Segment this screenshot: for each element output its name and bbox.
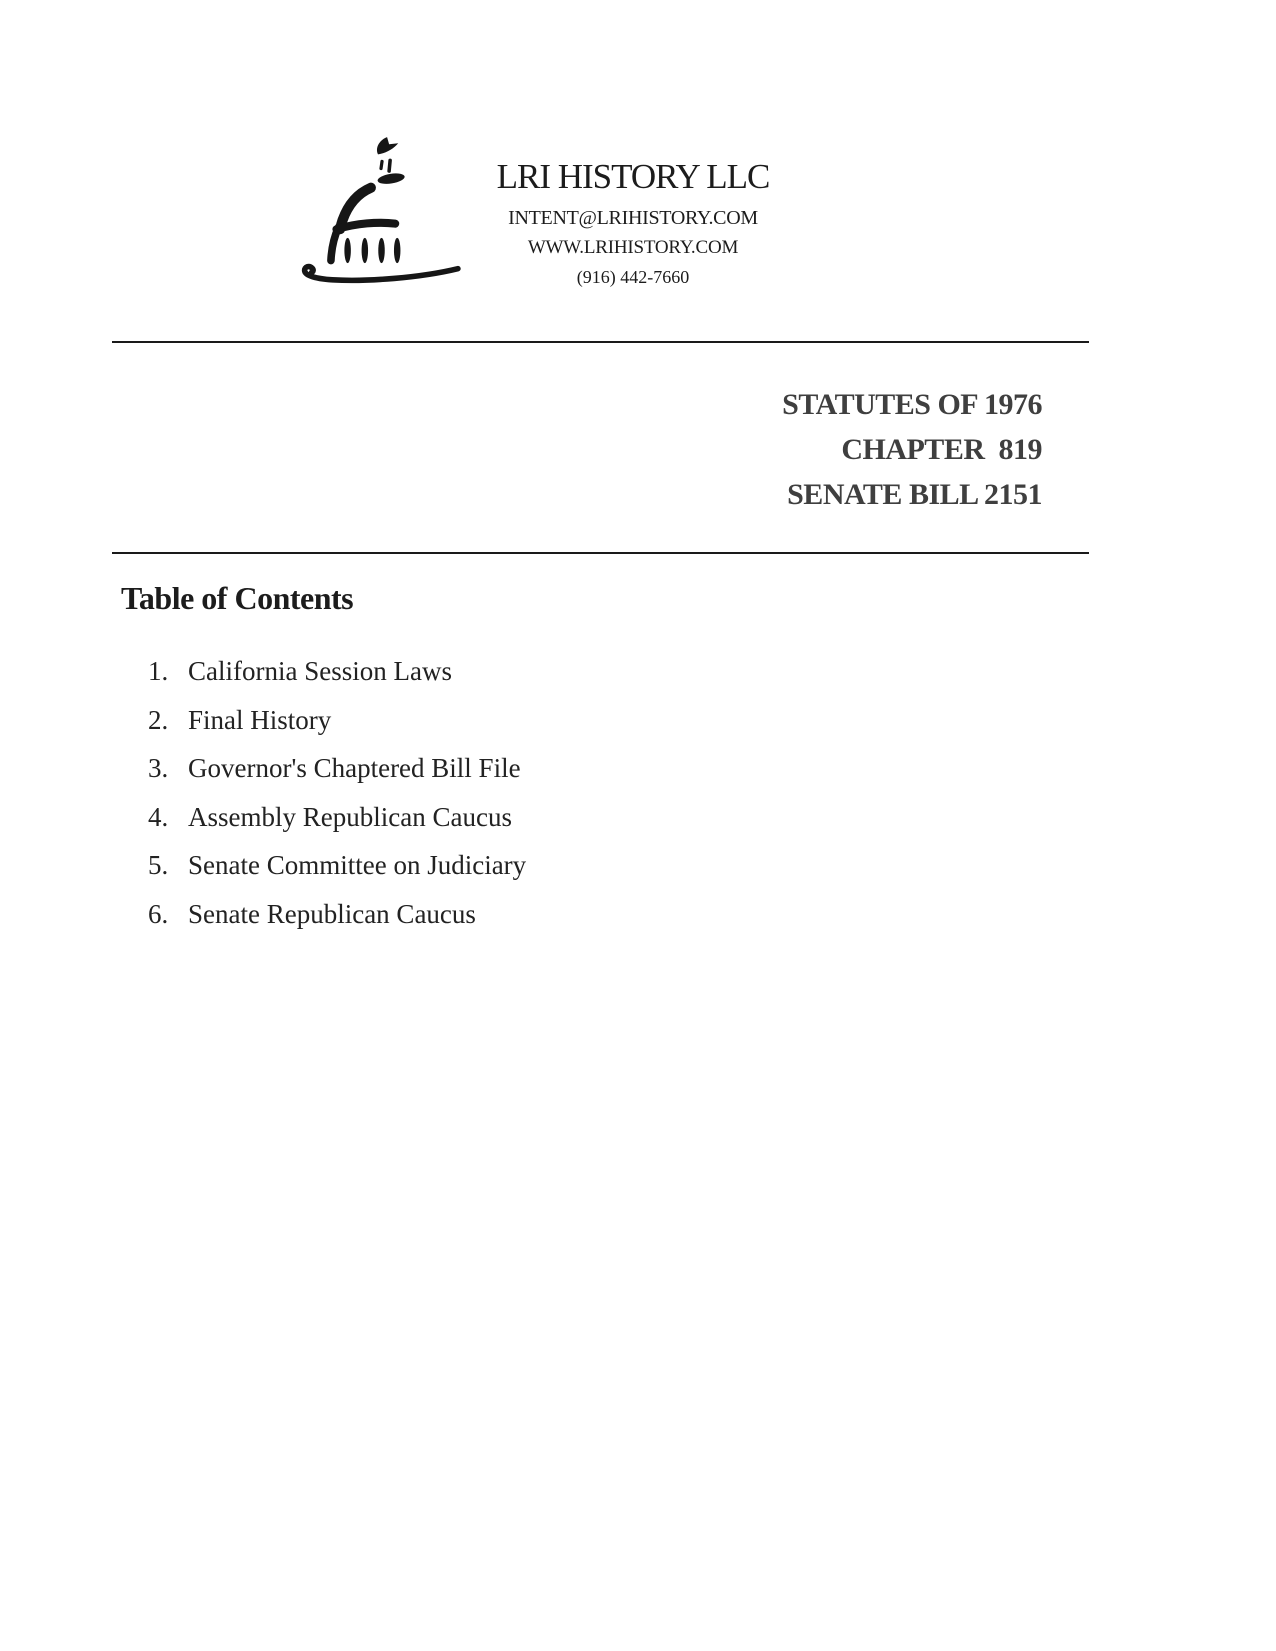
statutes-line: STATUTES OF 1976 <box>782 388 1042 421</box>
toc-item-label: California Session Laws <box>188 656 452 686</box>
toc-item <box>148 647 526 696</box>
toc-item <box>148 890 526 939</box>
toc-item-number: 6. <box>148 898 169 929</box>
company-website: WWW.LRIHISTORY.COM <box>527 237 739 258</box>
toc-item-number: 2. <box>148 704 169 735</box>
letterhead <box>433 155 833 292</box>
toc-item <box>148 793 526 842</box>
toc-item <box>148 841 526 890</box>
toc-item <box>148 744 526 793</box>
divider-bottom <box>112 552 1089 554</box>
divider-top <box>112 341 1089 343</box>
toc-item-label: Assembly Republican Caucus <box>188 801 512 832</box>
toc-item-label: Final History <box>188 704 332 735</box>
toc-item-number: 1. <box>148 656 169 686</box>
chapter-line: CHAPTER 819 <box>841 433 1042 466</box>
toc-title: Table of Contents <box>121 580 354 616</box>
toc-item-label: Governor's Chaptered Bill File <box>188 753 521 784</box>
document-identification <box>782 382 1042 517</box>
toc-item-label: Senate Committee on Judiciary <box>188 850 527 881</box>
toc-item-number: 3. <box>148 753 169 784</box>
toc-item-number: 5. <box>148 850 169 881</box>
company-name: LRI HISTORY LLC <box>496 157 770 196</box>
toc-item-number: 4. <box>148 801 169 832</box>
company-email: INTENT@LRIHISTORY.COM <box>508 207 758 229</box>
toc-item-label: Senate Republican Caucus <box>188 898 476 929</box>
senate-bill-line: SENATE BILL 2151 <box>787 478 1042 511</box>
toc-item <box>148 696 526 745</box>
toc-list <box>148 647 526 939</box>
company-phone: (916) 442-7660 <box>576 267 690 287</box>
